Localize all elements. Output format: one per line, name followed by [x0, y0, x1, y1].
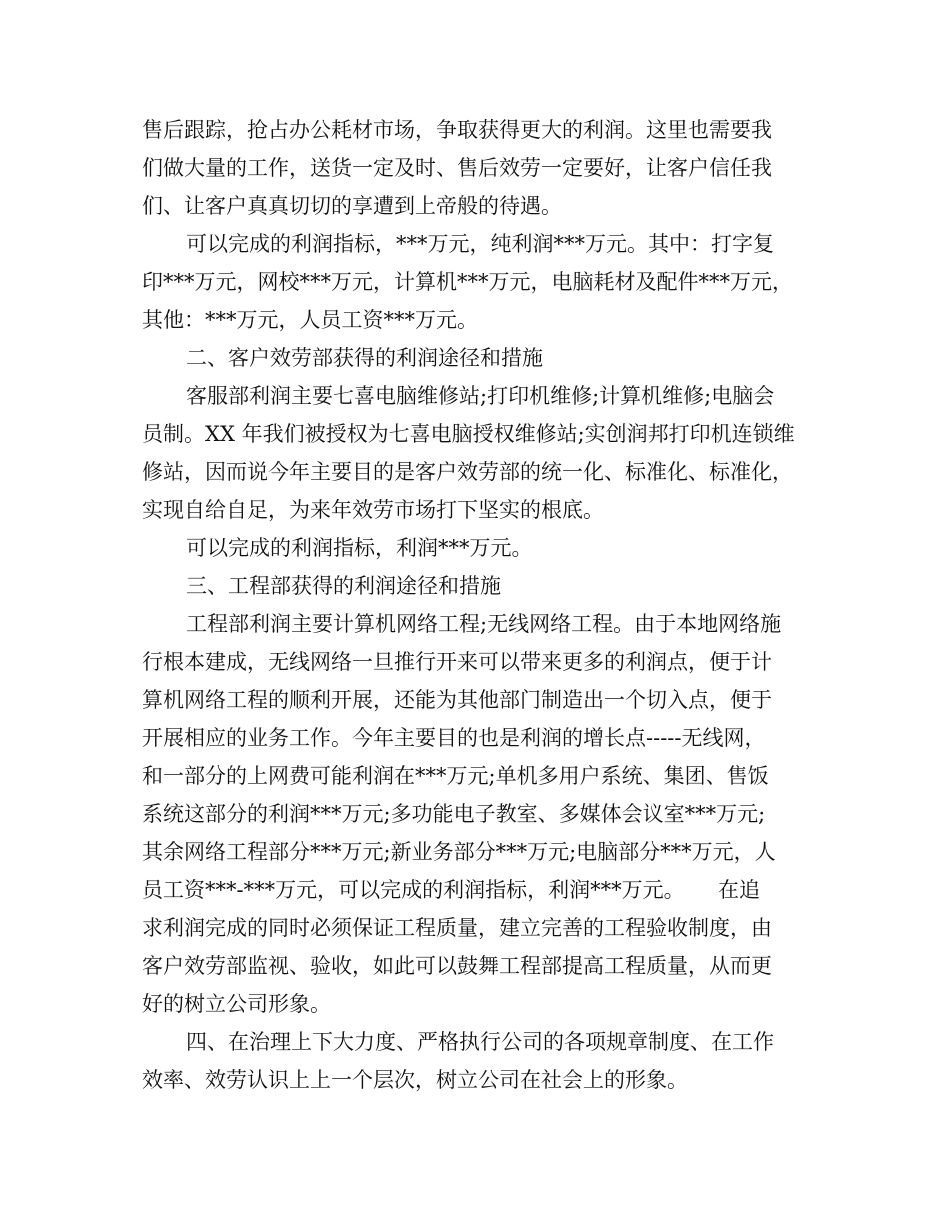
text-line: 算机网络工程的顺利开展，还能为其他部门制造出一个切入点，便于: [142, 688, 772, 712]
text-line: 实现自给自足，为来年效劳市场打下坚实的根底。: [142, 498, 604, 522]
text-line: 可以完成的利润指标，***万元，纯利润***万元。其中：打字复: [186, 232, 774, 256]
text-line: 客户效劳部监视、验收，如此可以鼓舞工程部提高工程质量，从而更: [142, 954, 772, 978]
text-line: 可以完成的利润指标，利润***万元。: [186, 536, 533, 560]
text-line: 员工资***-***万元，可以完成的利润指标，利润***万元。 在追: [142, 878, 760, 902]
text-line: 求利润完成的同时必须保证工程质量，建立完善的工程验收制度，由: [142, 916, 772, 940]
text-line: 们做大量的工作，送货一定及时、售后效劳一定要好，让客户信任我: [142, 156, 772, 180]
text-line: 客服部利润主要七喜电脑维修站;打印机维修;计算机维修;电脑会: [186, 384, 775, 408]
text-line: 印***万元，网校***万元，计算机***万元，电脑耗材及配件***万元，: [142, 270, 793, 294]
text-line: 行根本建成，无线网络一旦推行开来可以带来更多的利润点，便于计: [142, 650, 772, 674]
text-line: 和一部分的上网费可能利润在***万元;单机多用户系统、集团、售饭: [142, 764, 769, 788]
text-line: 开展相应的业务工作。今年主要目的也是利润的增长点-----无线网，: [142, 726, 766, 750]
text-line: 系统这部分的利润***万元;多功能电子教室、多媒体会议室***万元;: [142, 802, 766, 826]
text-line: 好的树立公司形象。: [142, 992, 331, 1016]
text-line: 售后跟踪，抢占办公耗材市场，争取获得更大的利润。这里也需要我: [142, 118, 772, 142]
section-heading: 三、工程部获得的利润途径和措施: [186, 574, 501, 598]
section-heading: 四、在治理上下大力度、严格执行公司的各项规章制度、在工作: [186, 1030, 774, 1054]
text-line: 们、让客户真真切切的享遭到上帝般的待遇。: [142, 194, 562, 218]
text-line: 工程部利润主要计算机网络工程;无线网络工程。由于本地网络施: [186, 612, 782, 636]
text-line: 效率、效劳认识上上一个层次，树立公司在社会上的形象。: [142, 1068, 688, 1092]
text-line: 修站，因而说今年主要目的是客户效劳部的统一化、标准化、标准化，: [142, 460, 793, 484]
section-heading: 二、客户效劳部获得的利润途径和措施: [186, 346, 543, 370]
text-line: 其他：***万元，人员工资***万元。: [142, 308, 478, 332]
text-line: 员制。XX 年我们被授权为七喜电脑授权维修站;实创润邦打印机连锁维: [142, 422, 795, 446]
text-line: 其余网络工程部分***万元;新业务部分***万元;电脑部分***万元，人: [142, 840, 776, 864]
